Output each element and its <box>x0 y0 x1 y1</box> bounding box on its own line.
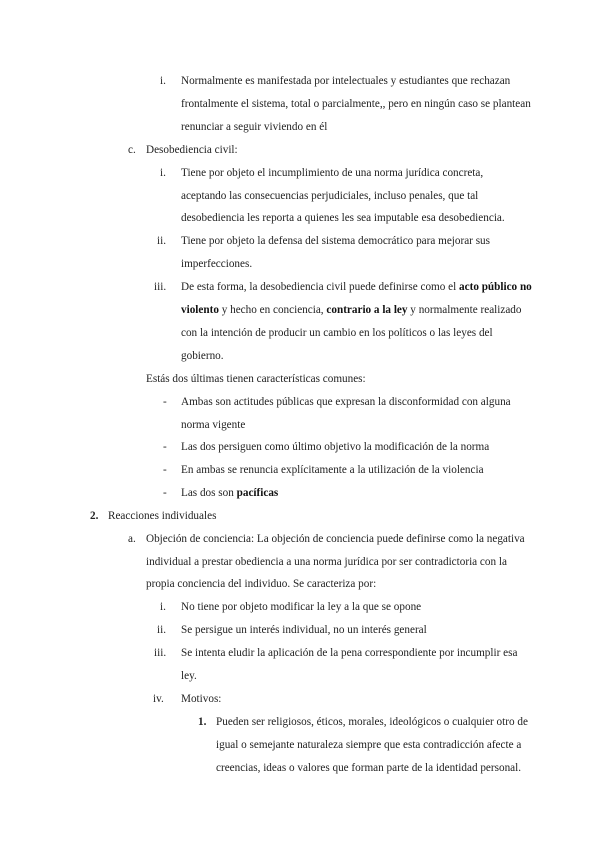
text-line: desobediencia les reporta a quienes les sea imputable esa desobediencia. <box>181 212 505 224</box>
text-line: ley. <box>181 670 197 682</box>
list-marker: ii. <box>157 235 167 247</box>
text-line: Las dos persiguen como último objetivo la modificación de la norma <box>181 441 490 453</box>
dash-bullet: - <box>163 396 167 408</box>
bold-text: contrario a la ley <box>326 304 408 316</box>
text-line: frontalmente el sistema, total o parcialmente,, pero en ningún caso se plantean <box>181 98 531 110</box>
dash-bullet: - <box>163 464 167 476</box>
text-line <box>181 485 278 501</box>
list-marker: 1. <box>198 716 207 728</box>
list-marker: i. <box>160 167 166 179</box>
text-line: Tiene por objeto el incumplimiento de una norma jurídica concreta, <box>181 167 484 179</box>
text-line: Objeción de conciencia: La objeción de conciencia puede definirse como la negativa <box>146 533 525 545</box>
text-line: norma vigente <box>181 419 246 431</box>
text-line: aceptando las consecuencias perjudiciales, incluso penales, que tal <box>181 190 479 202</box>
dash-bullet: - <box>163 441 167 453</box>
section-heading: Reacciones individuales <box>108 510 217 522</box>
text-run: y hecho en conciencia, <box>218 304 327 316</box>
list-marker: 2. <box>90 510 99 522</box>
list-marker: iii. <box>154 281 167 293</box>
text-line: Pueden ser religiosos, éticos, morales, ideológicos o cualquier otro de <box>216 716 528 728</box>
text-line: Tiene por objeto la defensa del sistema democrático para mejorar sus <box>181 235 491 247</box>
text-run: y normalmente realizado <box>407 304 522 316</box>
dash-bullet: - <box>163 487 167 499</box>
text-line: con la intención de producir un cambio en los políticos o las leyes del <box>181 327 493 339</box>
text-line: Normalmente es manifestada por intelectuales y estudiantes que rechazan <box>181 75 511 87</box>
text-line: propia conciencia del individuo. Se caracteriza por: <box>146 578 377 590</box>
list-marker: c. <box>128 144 136 156</box>
text-line: En ambas se renuncia explícitamente a la utilización de la violencia <box>181 464 484 476</box>
list-marker: ii. <box>157 624 167 636</box>
text-line: renunciar a seguir viviendo en él <box>181 121 328 133</box>
list-marker: a. <box>128 533 136 545</box>
bold-text: violento <box>181 304 219 316</box>
text-line <box>181 302 522 318</box>
text-line: No tiene por objeto modificar la ley a la que se opone <box>181 601 422 613</box>
text-line: Ambas son actitudes públicas que expresan la disconformidad con alguna <box>181 396 511 408</box>
bold-text: pacíficas <box>236 487 279 499</box>
text-line <box>181 279 532 295</box>
list-marker: iv. <box>153 693 164 705</box>
text-line: gobierno. <box>181 350 224 362</box>
text-line: Motivos: <box>181 693 222 705</box>
text-line: Se intenta eludir la aplicación de la pena correspondiente por incumplir esa <box>181 647 518 659</box>
text-line: Se persigue un interés individual, no un interés general <box>181 624 427 636</box>
list-marker: iii. <box>154 647 167 659</box>
text-line: creencias, ideas o valores que forman parte de la identidad personal. <box>216 762 522 774</box>
list-marker: i. <box>160 75 166 87</box>
list-marker: i. <box>160 601 166 613</box>
text-line: individual a prestar obediencia a una norma jurídica por ser contradictoria con la <box>146 556 507 568</box>
bold-text: acto público no <box>459 281 532 293</box>
text-line: imperfecciones. <box>181 258 253 270</box>
text-line: igual o semejante naturaleza siempre que esta contradicción afecte a <box>216 739 522 751</box>
text-run: Las dos son <box>181 487 237 499</box>
text-run: De esta forma, la desobediencia civil puede definirse como el <box>181 281 460 293</box>
paragraph-intro: Estás dos últimas tienen características comunes: <box>146 373 366 385</box>
section-heading: Desobediencia civil: <box>146 144 238 156</box>
